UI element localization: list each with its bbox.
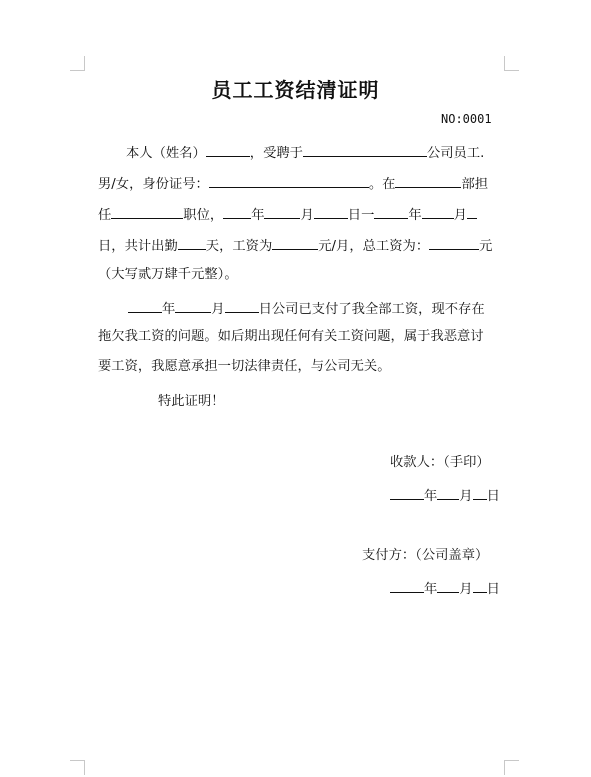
receiver-month-blank[interactable]	[437, 484, 459, 500]
monthly-salary-blank[interactable]	[272, 234, 318, 250]
end-year-label: 年	[408, 208, 422, 223]
payer-day-blank[interactable]	[473, 577, 487, 593]
page-corner-mark-bottom-right	[504, 760, 519, 775]
receiver-date	[390, 484, 500, 507]
gender-id-label: 男/女，身份证号：	[98, 177, 209, 192]
total-salary-label: 元/月，总工资为：	[318, 239, 430, 254]
payment-statement: 日公司已支付了我全部工资，现不存在	[258, 302, 485, 317]
company-blank[interactable]	[303, 141, 427, 157]
paid-month-blank[interactable]	[175, 297, 211, 313]
start-year-blank[interactable]	[223, 203, 251, 219]
para2-line1	[128, 297, 485, 320]
position-blank[interactable]	[111, 203, 183, 219]
payer-day-label: 日	[486, 582, 500, 597]
payer-month-label: 月	[459, 582, 473, 597]
page-corner-mark-bottom-left	[70, 760, 85, 775]
para1-line3	[98, 203, 477, 226]
end-month-blank[interactable]	[422, 203, 454, 219]
attendance-days-blank[interactable]	[178, 234, 206, 250]
department-blank[interactable]	[395, 172, 461, 188]
at-label: 。在	[368, 177, 396, 192]
start-month-label: 月	[300, 208, 314, 223]
para1-line1	[126, 141, 484, 164]
department-label: 部担	[461, 177, 489, 192]
end-year-blank[interactable]	[374, 203, 408, 219]
paid-day-blank[interactable]	[225, 297, 259, 313]
paid-year-blank[interactable]	[128, 297, 162, 313]
end-month-label: 月	[453, 208, 467, 223]
salary-label: 天，工资为	[205, 239, 273, 254]
payer-month-blank[interactable]	[437, 577, 459, 593]
page-corner-mark-top-left	[70, 56, 85, 71]
closing-statement: 特此证明！	[158, 394, 225, 409]
payer-year-blank[interactable]	[390, 577, 424, 593]
payer-date	[390, 577, 500, 600]
payer-year-label: 年	[424, 582, 438, 597]
total-salary-blank[interactable]	[429, 234, 479, 250]
receiver-month-label: 月	[459, 489, 473, 504]
payer-label: 支付方：（公司盖章）	[362, 548, 489, 563]
receiver-year-label: 年	[424, 489, 438, 504]
receiver-day-blank[interactable]	[473, 484, 487, 500]
start-month-blank[interactable]	[264, 203, 300, 219]
para1-line4	[98, 234, 492, 257]
para2-line3: 要工资，我愿意承担一切法律责任，与公司无关。	[98, 359, 391, 374]
name-blank[interactable]	[206, 141, 250, 157]
start-day-blank[interactable]	[314, 203, 348, 219]
employed-by-label: ，受聘于	[249, 146, 303, 161]
page-corner-mark-top-right	[504, 56, 519, 71]
attendance-label: 日，共计出勤	[98, 239, 178, 254]
receiver-label: 收款人：（手印）	[390, 455, 490, 470]
name-label: 本人（姓名）	[126, 146, 206, 161]
company-employee-label: 公司员工.	[426, 146, 485, 161]
paid-month-label: 月	[211, 302, 225, 317]
id-number-blank[interactable]	[209, 172, 369, 188]
paid-year-label: 年	[162, 302, 176, 317]
receiver-year-blank[interactable]	[390, 484, 424, 500]
para1-line2	[98, 172, 488, 195]
end-day-blank[interactable]	[467, 203, 477, 219]
yuan-label: 元	[479, 239, 493, 254]
document-number: NO:0001	[441, 112, 492, 126]
receiver-day-label: 日	[486, 489, 500, 504]
serve-label: 任	[98, 208, 112, 223]
para2-line2: 拖欠我工资的问题。如后期出现任何有关工资问题，属于我恶意讨	[98, 329, 484, 344]
position-label: 职位，	[183, 208, 224, 223]
start-day-label: 日一	[347, 208, 375, 223]
amount-in-words: （大写贰万肆千元整）。	[98, 267, 238, 282]
start-year-label: 年	[251, 208, 265, 223]
document-title: 员工工资结清证明	[211, 78, 380, 102]
